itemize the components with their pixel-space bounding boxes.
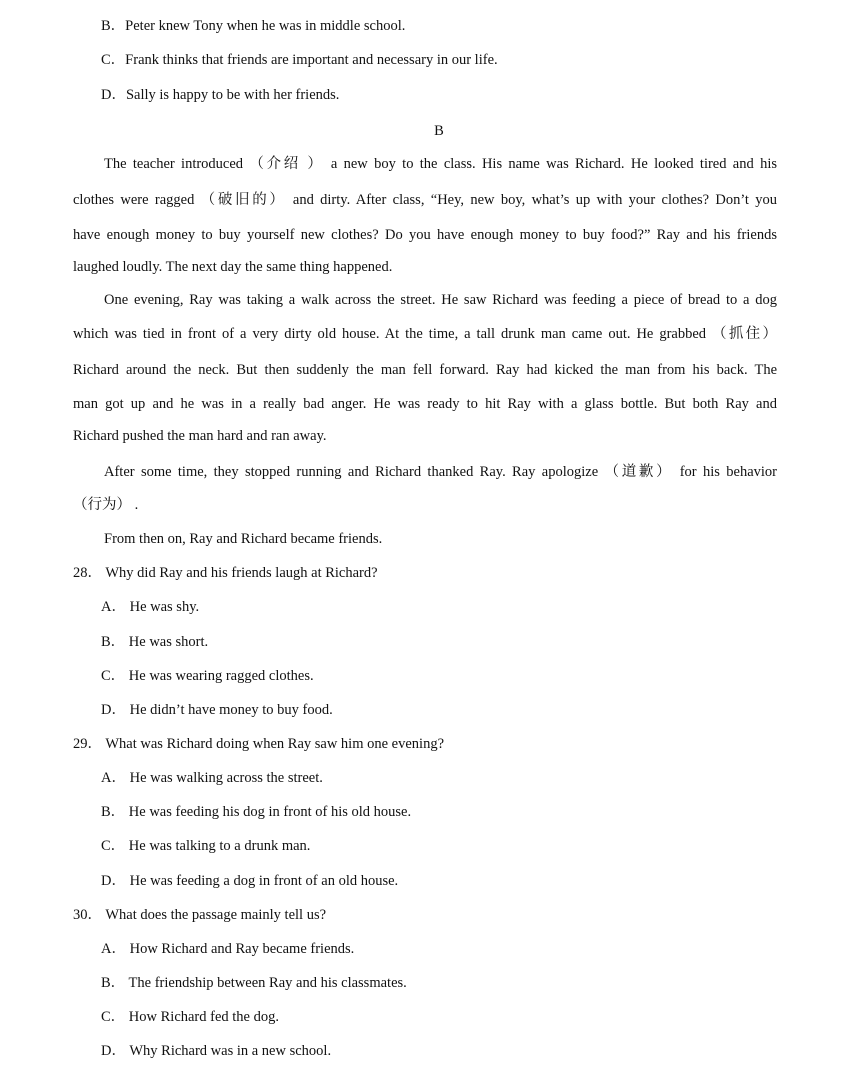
question-29-option-a: A． He was walking across the street. (101, 770, 323, 786)
question-30-option-a: A． How Richard and Ray became friends. (101, 941, 355, 957)
question-28-option-a: A． He was shy. (101, 599, 200, 615)
passage-line: （行为） . (73, 497, 139, 513)
passage-line: From then on, Ray and Richard became friends. (104, 531, 383, 547)
question-30-option-c: C． How Richard fed the dog. (101, 1009, 279, 1025)
passage-line: clothes were ragged （破旧的） and dirty. After class, “Hey, new boy, what’s up with your clothes? Don’t you (73, 192, 777, 208)
question-30-stem: 30． What does the passage mainly tell us? (73, 907, 327, 923)
passage-line: which was tied in front of a very dirty old house. At the time, a tall drunk man came out. He grabbed （抓住） (73, 326, 777, 342)
passage-line: have enough money to buy yourself new clothes? Do you have enough money to buy food?” Ray and his friends (73, 227, 777, 243)
passage-line: laughed loudly. The next day the same thing happened. (73, 259, 393, 275)
option-b-prev: B．Peter knew Tony when he was in middle school. (101, 18, 406, 34)
question-28-option-c: C． He was wearing ragged clothes. (101, 668, 314, 684)
passage-line: Richard around the neck. But then suddenly the man fell forward. Ray had kicked the man from his back. The (73, 362, 777, 378)
question-30-option-d: D． Why Richard was in a new school. (101, 1043, 332, 1059)
option-d-prev: D．Sally is happy to be with her friends. (101, 87, 340, 103)
passage-line: After some time, they stopped running and Richard thanked Ray. Ray apologize （道歉） for his behavior (104, 464, 777, 480)
passage-line: Richard pushed the man hard and ran away. (73, 428, 327, 444)
passage-line: man got up and he was in a really bad anger. He was ready to hit Ray with a glass bottle. But both Ray and (73, 396, 777, 412)
question-29-stem: 29． What was Richard doing when Ray saw him one evening? (73, 736, 445, 752)
question-29-option-b: B． He was feeding his dog in front of his old house. (101, 804, 412, 820)
passage-line: The teacher introduced （介绍 ） a new boy to the class. His name was Richard. He looked tired and his (104, 156, 777, 172)
passage-line: One evening, Ray was taking a walk across the street. He saw Richard was feeding a piece of bread to a dog (104, 292, 777, 308)
question-29-option-c: C． He was talking to a drunk man. (101, 838, 311, 854)
option-c-prev: C．Frank thinks that friends are important and necessary in our life. (101, 52, 498, 68)
question-30-option-b: B． The friendship between Ray and his classmates. (101, 975, 407, 991)
question-28-option-d: D． He didn’t have money to buy food. (101, 702, 333, 718)
section-title: B (434, 123, 444, 139)
question-28-stem: 28． Why did Ray and his friends laugh at Richard? (73, 565, 378, 581)
question-28-option-b: B． He was short. (101, 634, 209, 650)
question-29-option-d: D． He was feeding a dog in front of an old house. (101, 873, 399, 889)
